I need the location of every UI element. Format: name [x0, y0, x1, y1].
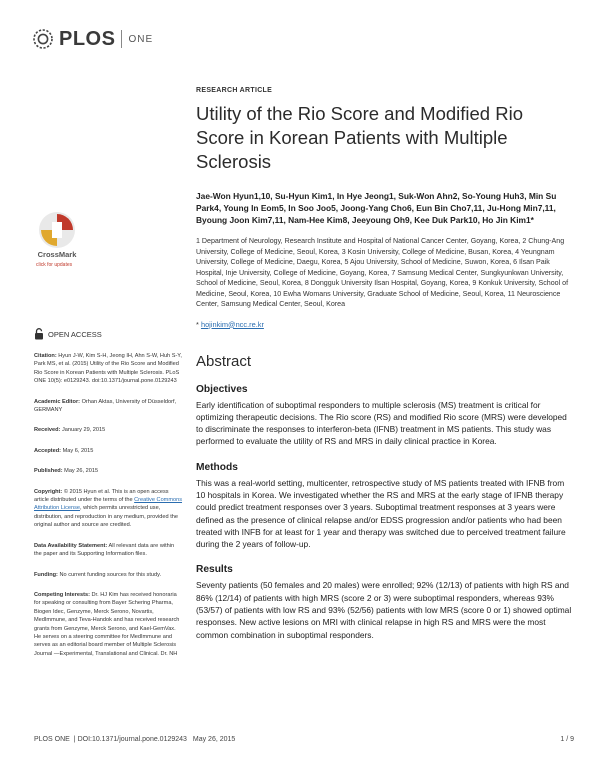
editor-block	[34, 398, 182, 415]
crossmark-label: click for updates	[36, 262, 73, 268]
plos-logo-icon	[30, 26, 56, 52]
citation-label: Citation:	[34, 353, 57, 359]
svg-text:CrossMark: CrossMark	[37, 250, 77, 259]
page-number: 1 / 9	[560, 736, 574, 743]
open-lock-icon	[34, 328, 44, 340]
open-access-label: OPEN ACCESS	[48, 329, 102, 339]
citation-text: Hyun J-W, Kim S-H, Jeong IH, Ahn S-W, Huh S-Y, Park MS, et al. (2015) Utility of the Rio Score and Modified Rio Score in Korean Patients with Multiple Sclerosis. PLoS ONE 10(5): e0129243. doi:10.1371/journal.pone.0129243	[34, 353, 182, 385]
copyright-post: , which permits unrestricted use, distribution, and reproduction in any medium, provided the original author and source are credited.	[34, 505, 178, 529]
data-availability-label: Data Availability Statement:	[34, 542, 108, 549]
open-access-badge	[34, 328, 182, 340]
received-label: Received:	[34, 427, 61, 434]
accepted-block	[34, 447, 182, 455]
email-marker: *	[196, 319, 199, 329]
published-label: Published:	[34, 468, 63, 475]
page-footer	[34, 736, 574, 743]
competing-text: Dr. HJ Kim has received honoraria for speaking or consulting from Bayer Schering Pharma, Biogen Idec, Genzyme, Merck Serono, Novartis, MedImmune, and Teva-Handok and has received research grants from Genzyme, Merck Serono, and Kael-GemVax. He serves on a steering committee for MedImmune and serves as an editorial board member of Multiple Sclerosis Journal —Experimental, Translational and Clinical. Dr. NH	[34, 591, 180, 657]
corresponding-email	[196, 320, 574, 329]
article-type: RESEARCH ARTICLE	[196, 87, 273, 94]
section-heading: Objectives	[196, 383, 248, 395]
footer-journal: PLOS ONE	[34, 736, 70, 743]
accepted-label: Accepted:	[34, 447, 62, 454]
section-body: This was a real-world setting, multicenter, retrospective study of MS patients treated with IFNB from 10 hospitals in Korea. We investigated whether the RS and MRS at the early stage of IFNB therapy could predict treatment responses over 3 years. Suboptimal treatment responses at 3 years were defined as the presence of clinical relapse and/or EDSS progression and/or patients who had been treated with INFB for at least for 1 year and therapy was switched due to perceived treatment failure during the 2 years of follow-up.	[196, 477, 566, 550]
footer-date: May 26, 2015	[192, 736, 236, 743]
crossmark-badge[interactable]	[34, 210, 182, 268]
article-title: Utility of the Rio Score and Modified Rio Score in Korean Patients with Multiple Sclerosis	[196, 103, 523, 172]
competing-label: Competing Interests:	[34, 591, 90, 598]
editor-text: Orhan Aktas, University of Düsseldorf, GERMANY	[34, 398, 177, 414]
plos-one-logo	[30, 26, 153, 52]
section-heading: Methods	[196, 461, 238, 473]
section-heading: Results	[196, 564, 233, 576]
footer-doi[interactable]: DOI:10.1371/journal.pone.0129243	[77, 736, 187, 743]
data-availability-text: All relevant data are within the paper and its Supporting Information files.	[34, 542, 175, 558]
footer-citation: PLOS ONE | DOI:10.1371/journal.pone.0129243 May 26, 2015	[34, 736, 236, 743]
funding-label: Funding:	[34, 571, 58, 578]
logo-journal: ONE	[128, 33, 154, 45]
email-link[interactable]: hojinkim@ncc.re.kr	[200, 319, 264, 329]
received-block	[34, 426, 182, 434]
abstract-section-results	[196, 564, 574, 640]
license-link[interactable]: Creative Commons Attribution License	[34, 497, 183, 512]
logo-brand: PLOS	[59, 27, 116, 50]
author-list: Jae-Won Hyun1,10, Su-Hyun Kim1, In Hye Jeong1, Suk-Won Ahn2, So-Young Huh3, Min Su Park4, Young In Eom5, In Soo Joo5, Joong-Yang Cho6, Eun Bin Cho7,11, Ju-Hong Min7,11, Byoung Joon Kim7,11, Nam-Hee Kim8, Jeeyoung Oh9, Kee Duk Park10, Ho Jin Kim1*	[196, 191, 557, 225]
funding-text: No current funding sources for this study.	[59, 571, 162, 578]
accepted-date: May 6, 2015	[62, 447, 94, 454]
logo-divider	[121, 30, 122, 48]
received-date: January 29, 2015	[62, 427, 106, 434]
crossmark-icon	[36, 210, 78, 262]
abstract-section-objectives	[196, 384, 574, 448]
editor-label: Academic Editor:	[34, 398, 81, 405]
copyright-label: Copyright:	[34, 488, 63, 495]
section-body: Seventy patients (50 females and 20 males) were enrolled; 92% (12/13) of patients with high RS and 86% (12/14) of patients with high MRS (score 2 or 3) were suboptimal responders, whereas 93% (53/57) of patients with low RS and 93% (52/56) patients with low MRS (score 0 or 1) showed optimal responses. New active lesions on MRI with clinical relapse in high RS and MRS were the most common combination in suboptimal responders.	[196, 580, 572, 640]
article-main	[196, 87, 574, 641]
section-body: Early identification of suboptimal responders to multiple sclerosis (MS) treatment is critical for optimizing therapeutic decisions. The Rio score (RS) and modified Rio score (MRS) were developed to discriminate the responses to interferon-beta (IFNB) treatment in MS patients. This study was performed to evaluate the utility of RS and MRS in daily clinical practice in Korea.	[196, 399, 567, 447]
copyright-block	[34, 488, 182, 530]
abstract-heading: Abstract	[196, 352, 252, 370]
data-availability-block	[34, 542, 182, 559]
article-sidebar	[34, 210, 182, 658]
abstract-section-methods	[196, 462, 574, 551]
affiliations: 1 Department of Neurology, Research Institute and Hospital of National Cancer Center, Goyang, Korea, 2 Chung-Ang University, College of Medicine, Seoul, Korea, 3 Kosin University, College of Medicine, Busan, Korea, 4 Yeungnam University, College of Medicine, Daegu, Korea, 5 Ajou University, School of Medicine, Suwon, Korea, 6 Ilsan Paik Hospital, Inje University, College of Medicine, Goyang, Korea, 7 Samsung Medical Center, Sungkyunkwan University, School of Medicine, Seoul, Korea, 8 Dongguk University Ilsan Hospital, Goyang, Korea, 9 Konkuk University, School of Medicine, Seoul, Korea, 10 Ewha Womans University, Graduate School of Medicine, Seoul, Korea, 11 Neuroscience Center, Samsung Medical Center, Seoul, Korea	[196, 237, 569, 308]
published-date: May 26, 2015	[64, 468, 99, 475]
citation-block	[34, 352, 182, 386]
funding-block	[34, 571, 182, 579]
published-block	[34, 467, 182, 475]
copyright-pre: © 2015 Hyun et al. This is an open access article distributed under the terms of the	[34, 488, 169, 504]
competing-interests-block	[34, 591, 182, 658]
